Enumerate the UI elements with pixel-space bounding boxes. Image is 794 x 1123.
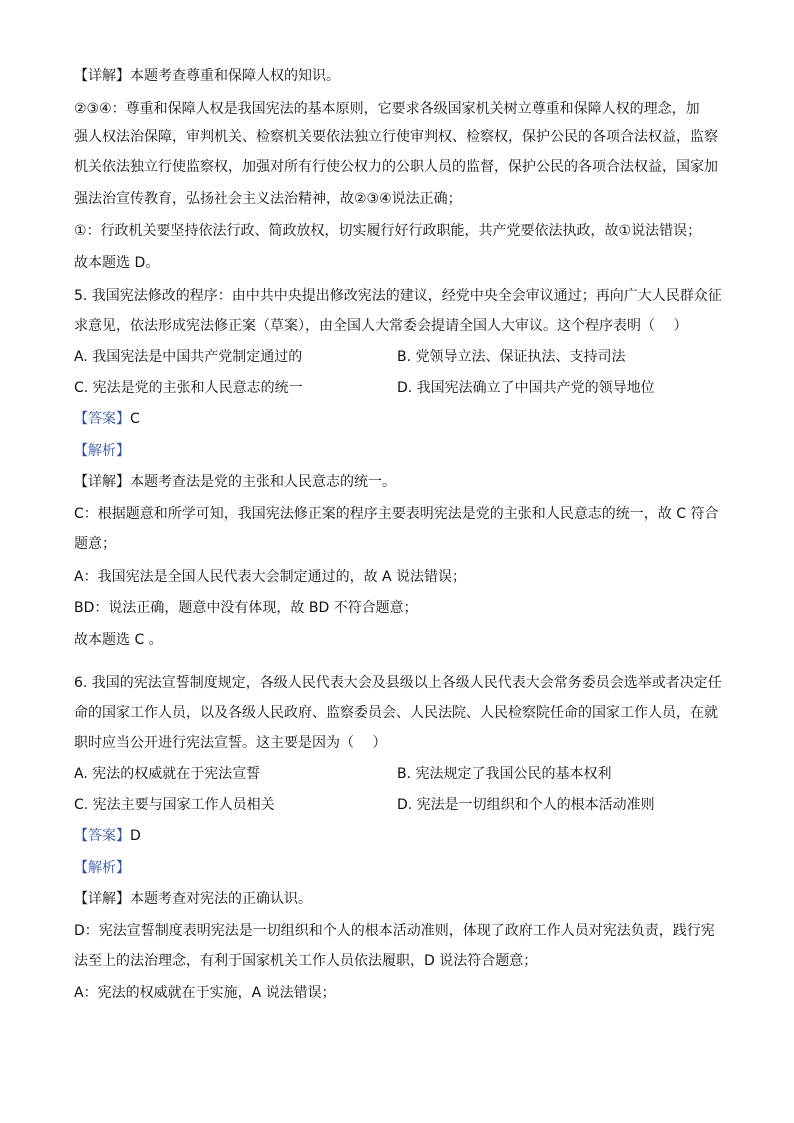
q5-option-c: C. 宪法是党的主张和人民意志的统一 [74, 380, 303, 396]
q6-explain-line-3: A：宪法的权威就在于实施，A 说法错误； [74, 985, 336, 1001]
prev-analysis-line-4: 强法治宣传教育，弘扬社会主义法治精神，故②③④说法正确； [74, 191, 462, 207]
prev-analysis-line-2: 强人权法治保障，审判机关、检察机关要依法独立行使审判权、检察权，保护公民的各项合法权益，监察 [74, 129, 718, 145]
q6-analysis-tag [74, 858, 724, 878]
q6-option-b: B. 宪法规定了我国公民的基本权利 [397, 766, 612, 782]
q6-answer-value: D [130, 828, 141, 844]
q5-explain-line-3: A：我国宪法是全国人民代表大会制定通过的，故 A 说法错误； [74, 569, 467, 585]
q5-explain-line-2: 题意； [74, 536, 116, 552]
q5-analysis-tag [74, 441, 724, 461]
q5-explain-line-1: C：根据题意和所学可知，我国宪法修正案的程序主要表明宪法是党的主张和人民意志的统一，故 C 符合 [74, 506, 719, 522]
q5-option-a: A. 我国宪法是中国共产党制定通过的 [74, 349, 303, 365]
q6-stem-line-3: 职时应当公开进行宪法宣誓。这主要是因为（ ） [74, 735, 387, 751]
q5-stem-line-2: 求意见，依法形成宪法修正案（草案），由全国人大常委会提请全国人大审议。这个程序表明（ ） [74, 318, 688, 334]
q5-detail: 【详解】本题考查法是党的主张和人民意志的统一。 [74, 474, 396, 490]
q6-answer-line [74, 826, 724, 846]
q6-option-d: D. 宪法是一切组织和个人的根本活动准则 [397, 797, 655, 813]
q5-analysis-label: 【解析】 [74, 443, 130, 459]
q6-explain-line-2: 法至上的法治理念，有利于国家机关工作人员依法履职，D 说法符合题意； [74, 953, 538, 969]
q6-stem-line-2: 命的国家工作人员，以及各级人民政府、监察委员会、人民法院、人民检察院任命的国家工作人员，在就 [74, 705, 718, 721]
q5-answer-tag: 【答案】 [74, 411, 130, 427]
q6-option-a: A. 宪法的权威就在于宪法宣誓 [74, 766, 261, 782]
q5-answer-value: C [130, 411, 140, 427]
q6-explain-line-1: D：宪法宣誓制度表明宪法是一切组织和个人的根本活动准则，体现了政府工作人员对宪法负责，践行宪 [74, 923, 715, 939]
q5-explain-line-4: BD：说法正确，题意中没有体现，故 BD 不符合题意； [74, 600, 418, 616]
prev-analysis-line-1: ②③④：尊重和保障人权是我国宪法的基本原则，它要求各级国家机关树立尊重和保障人权的理念，加 [74, 101, 700, 117]
q5-answer-line [74, 409, 724, 429]
q6-detail: 【详解】本题考查对宪法的正确认识。 [74, 891, 312, 907]
q5-option-d: D. 我国宪法确立了中国共产党的领导地位 [397, 380, 655, 396]
q6-option-c: C. 宪法主要与国家工作人员相关 [74, 797, 275, 813]
q6-answer-tag: 【答案】 [74, 828, 130, 844]
q6-stem-line-1: 6. 我国的宪法宣誓制度规定，各级人民代表大会及县级以上各级人民代表大会常务委员会选举或者决定任 [74, 675, 722, 691]
q5-option-b: B. 党领导立法、保证执法、支持司法 [397, 349, 626, 365]
q5-explain-line-5: 故本题选 C 。 [74, 632, 163, 648]
prev-wrong-statement: ①：行政机关要坚持依法行政、简政放权，切实履行好行政职能，共产党要依法执政，故①说法错误； [74, 223, 702, 239]
prev-conclusion: 故本题选 D。 [74, 255, 160, 271]
prev-analysis-line-3: 机关依法独立行使监察权，加强对所有行使公权力的公职人员的监督，保护公民的各项合法权益，国家加 [74, 159, 718, 175]
q6-analysis-label: 【解析】 [74, 860, 130, 876]
prev-detail: 【详解】本题考查尊重和保障人权的知识。 [74, 68, 340, 84]
q5-stem-line-1: 5. 我国宪法修改的程序：由中共中央提出修改宪法的建议，经党中央全会审议通过；再向广大人民群众征 [74, 288, 722, 304]
